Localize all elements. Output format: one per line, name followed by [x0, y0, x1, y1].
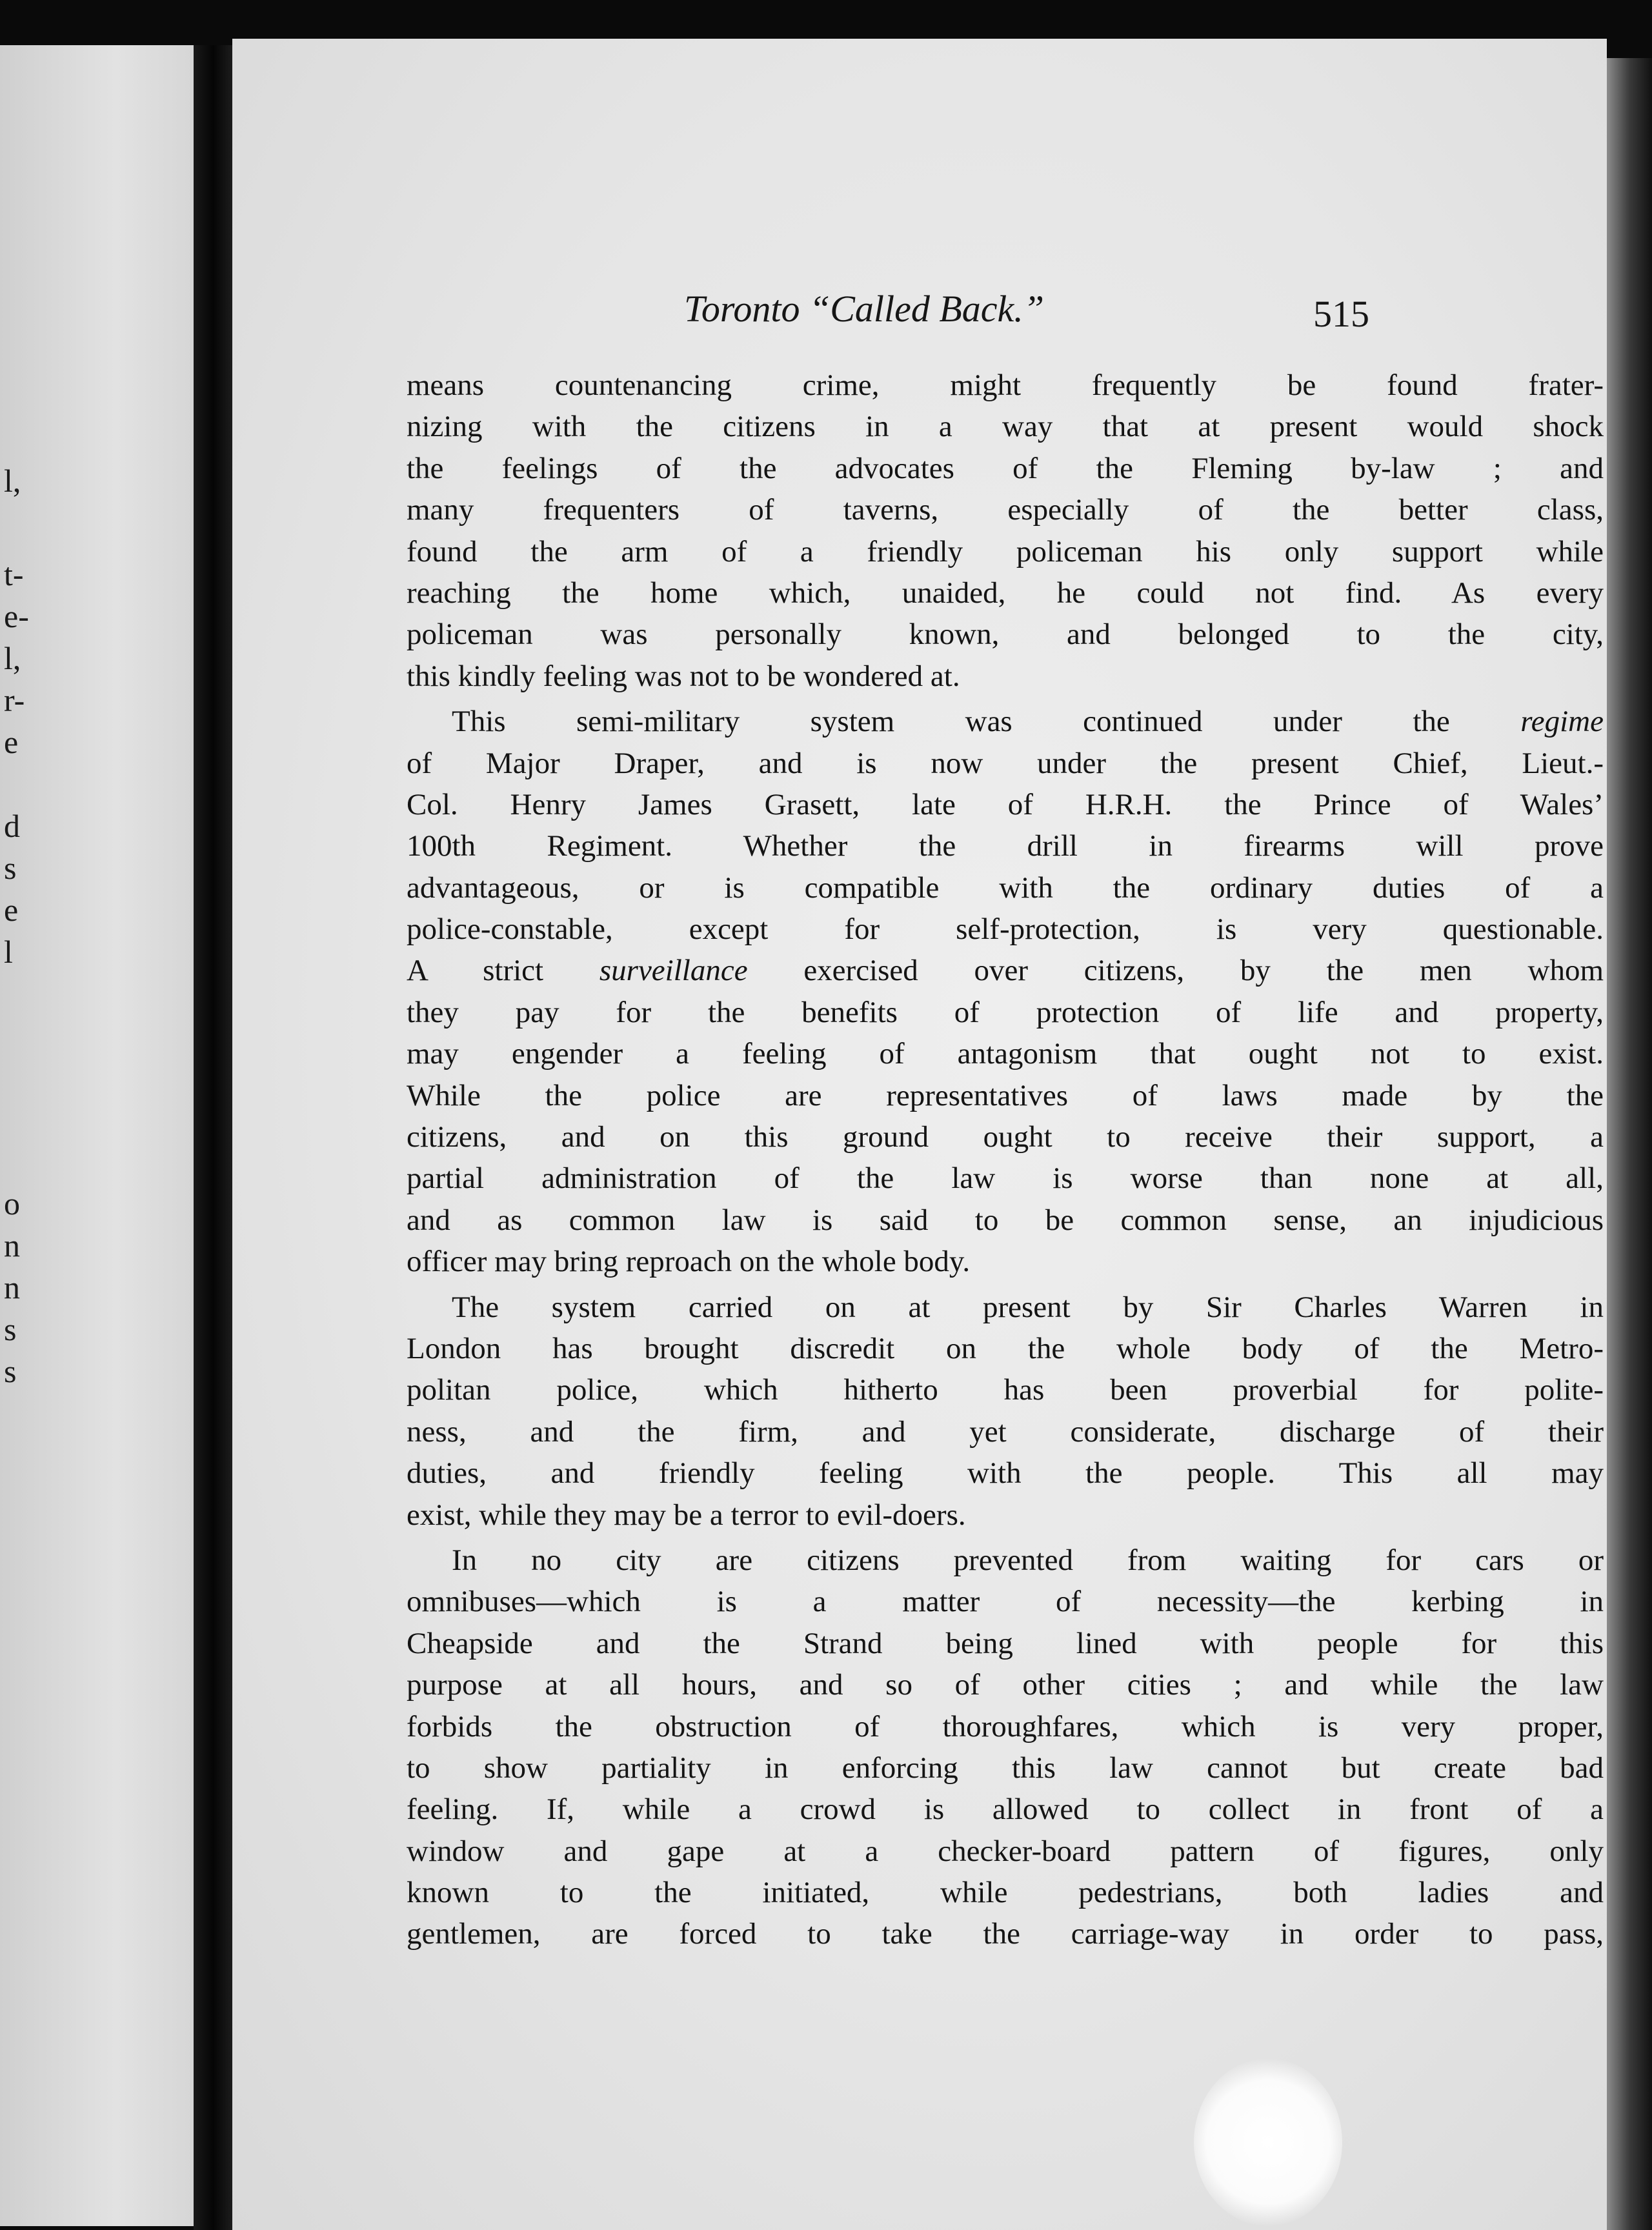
text-line: policeman was personally known, and belonged to the city,	[407, 618, 1604, 652]
text-run: This semi-military system was continued under the	[452, 705, 1521, 739]
paper-stain	[1194, 2058, 1342, 2226]
text-line: this kindly feeling was not to be wondered at.	[407, 659, 960, 693]
text-line: London has brought discredit on the whole body of the Metro-	[407, 1331, 1604, 1365]
text-line: window and gape at a checker-board pattern of figures, only	[407, 1834, 1604, 1868]
text-line: citizens, and on this ground ought to receive their support, a	[407, 1120, 1604, 1154]
left-page-fragment: t-	[4, 556, 24, 592]
text-line: Col. Henry James Grasett, late of H.R.H. the Prince of Wales’	[407, 787, 1604, 821]
text-line: found the arm of a friendly policeman his only support while	[407, 534, 1604, 568]
text-line: nizing with the citizens in a way that at present would shock	[407, 410, 1604, 444]
italic-word-regime: regime	[1520, 705, 1604, 739]
book-gutter	[194, 45, 232, 2230]
left-page-fragment: l,	[4, 640, 21, 676]
text-line: gentlemen, are forced to take the carriage-way in order to pass,	[407, 1917, 1604, 1951]
left-page-fragment: n	[4, 1269, 20, 1305]
left-page-fragment: e-	[4, 598, 29, 634]
page-header	[232, 287, 1607, 345]
left-page-fragment: e	[4, 724, 19, 760]
text-line	[407, 701, 1604, 742]
text-line: police-constable, except for self-protection, is very questionable.	[407, 912, 1604, 947]
text-line: The system carried on at present by Sir Charles Warren in	[452, 1290, 1604, 1324]
page-edge-shadow	[1607, 58, 1652, 2230]
left-page-fragment: l,	[4, 463, 21, 499]
text-line: known to the initiated, while pedestrians, both ladies and	[407, 1876, 1604, 1910]
text-line: ness, and the firm, and yet considerate, discharge of their	[407, 1414, 1604, 1449]
text-line: the feelings of the advocates of the Fleming by-law ; and	[407, 451, 1604, 485]
text-line: In no city are citizens prevented from waiting for cars or	[452, 1543, 1604, 1577]
left-page-fragment: s	[4, 1311, 17, 1347]
text-line: and as common law is said to be common sense, an injudicious	[407, 1203, 1604, 1237]
left-page-fragment: s	[4, 850, 17, 886]
text-line: officer may bring reproach on the whole body.	[407, 1245, 971, 1279]
text-line: advantageous, or is compatible with the ordinary duties of a	[407, 870, 1604, 905]
left-page-fragment: r-	[4, 682, 25, 718]
text-line: exist, while they may be a terror to evil-doers.	[407, 1498, 966, 1532]
left-page-fragment: s	[4, 1353, 17, 1389]
text-run: exercised over citizens, by the men whom	[747, 954, 1604, 988]
left-page-fragment: n	[4, 1227, 20, 1263]
body-text	[407, 365, 1604, 1955]
text-line: reaching the home which, unaided, he could not find. As every	[407, 576, 1604, 610]
text-line	[407, 950, 1604, 991]
left-facing-page	[0, 45, 194, 2226]
page-number: 515	[1313, 293, 1369, 335]
book-page	[232, 39, 1607, 2230]
left-page-fragment: d	[4, 808, 20, 844]
text-line: feeling. If, while a crowd is allowed to collect in front of a	[407, 1793, 1604, 1827]
text-line: may engender a feeling of antagonism that ought not to exist.	[407, 1037, 1604, 1071]
text-run: A strict	[407, 954, 599, 988]
text-line: to show partiality in enforcing this law cannot but create bad	[407, 1751, 1604, 1785]
text-line: While the police are representatives of laws made by the	[407, 1078, 1604, 1112]
italic-word-surveillance: surveillance	[599, 954, 748, 988]
text-line: omnibuses—which is a matter of necessity—the kerbing in	[407, 1585, 1604, 1619]
text-line: partial administration of the law is worse than none at all,	[407, 1161, 1604, 1196]
text-line: they pay for the benefits of protection of life and property,	[407, 995, 1604, 1029]
text-line: Cheapside and the Strand being lined with people for this	[407, 1626, 1604, 1660]
text-line: purpose at all hours, and so of other cities ; and while the law	[407, 1668, 1604, 1702]
left-page-fragment: e	[4, 892, 19, 928]
running-title: Toronto “Called Back.”	[684, 288, 1045, 330]
text-line: politan police, which hitherto has been proverbial for polite-	[407, 1373, 1604, 1407]
text-line: many frequenters of taverns, especially of the better class,	[407, 493, 1604, 527]
text-line: of Major Draper, and is now under the present Chief, Lieut.-	[407, 746, 1604, 780]
text-line: means countenancing crime, might frequently be found frater-	[407, 368, 1604, 402]
text-line: 100th Regiment. Whether the drill in firearms will prove	[407, 829, 1604, 863]
text-line: duties, and friendly feeling with the people. This all may	[407, 1456, 1604, 1491]
left-page-fragment: o	[4, 1185, 20, 1221]
left-page-fragment: l	[4, 934, 13, 970]
text-line: forbids the obstruction of thoroughfares, which is very proper,	[407, 1709, 1604, 1743]
